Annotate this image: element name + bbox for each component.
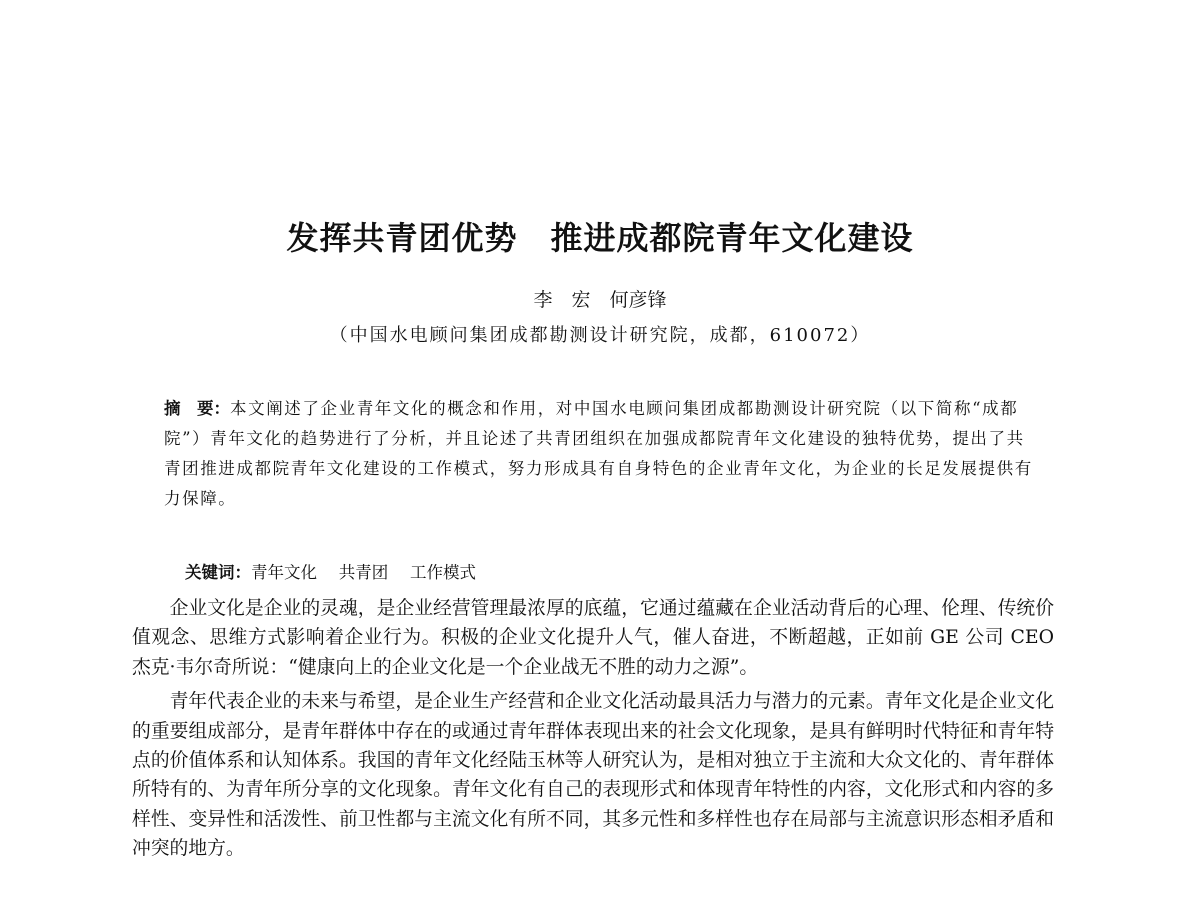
abstract-label: 摘 要：	[164, 399, 230, 418]
keywords-text: 青年文化 共青团 工作模式	[250, 563, 476, 582]
keywords-label: 关键词：	[184, 563, 251, 582]
abstract-text: 本文阐述了企业青年文化的概念和作用，对中国水电顾问集团成都勘测设计研究院（以下简称“成都院”）青年文化的趋势进行了分析，并且论述了共青团组织在加强成都院青年文化建设的独特优势，提出了共青团推进成都院青年文化建设的工作模式，努力形成具有自身特色的企业青年文化，为企业的长足发展提供有力保障。	[164, 399, 1033, 508]
body-text	[132, 594, 1054, 869]
abstract	[164, 394, 1034, 514]
body-paragraph: 青年代表企业的未来与希望，是企业生产经营和企业文化活动最具活力与潜力的元素。青年文化是企业文化的重要组成部分，是青年群体中存在的或通过青年群体表现出来的社会文化现象，是具有鲜明时代特征和青年特点的价值体系和认知体系。我国的青年文化经陆玉林等人研究认为，是相对独立于主流和大众文化的、青年群体所特有的、为青年所分享的文化现象。青年文化有自己的表现形式和体现青年特性的内容，文化形式和内容的多样性、变异性和活泼性、前卫性都与主流文化有所不同，其多元性和多样性也存在局部与主流意识形态相矛盾和冲突的地方。	[132, 691, 1054, 860]
paper-title: 发挥共青团优势 推进成都院青年文化建设	[286, 219, 914, 257]
paper-authors: 李 宏 何彦锋	[533, 289, 667, 311]
body-paragraph: 企业文化是企业的灵魂，是企业经营管理最浓厚的底蕴，它通过蕴藏在企业活动背后的心理、伦理、传统价值观念、思维方式影响着企业行为。积极的企业文化提升人气，催人奋进，不断超越，正如前 GE 公司 CEO 杰克·韦尔奇所说：“健康向上的企业文化是一个企业战无不胜的动力之源”。	[132, 598, 1054, 678]
paper-affiliation: （中国水电顾问集团成都勘测设计研究院，成都，610072）	[329, 325, 871, 346]
